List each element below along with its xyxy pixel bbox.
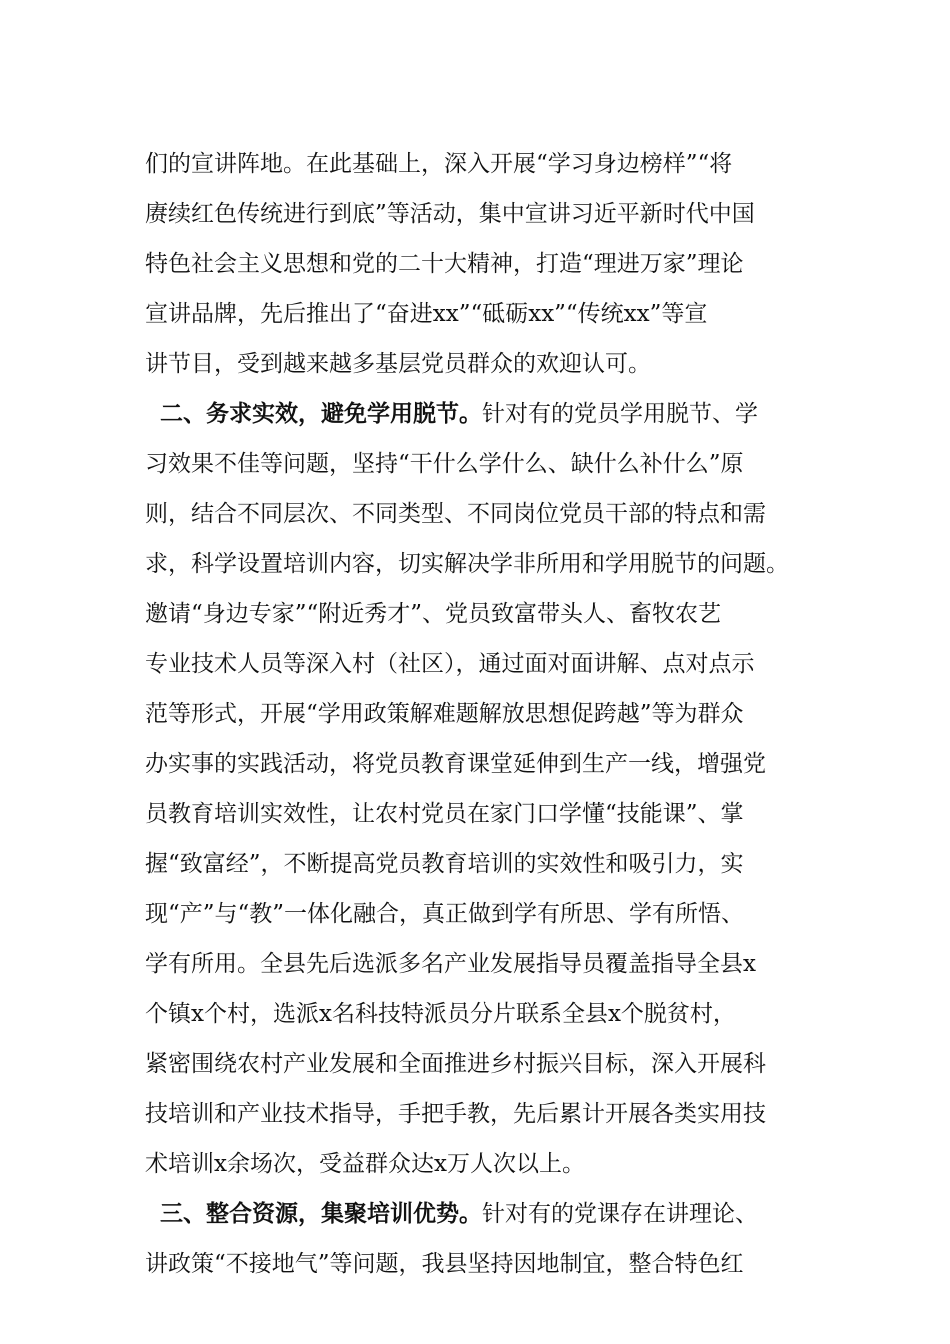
text-line: 讲节目，受到越来越多基层党员群众的欢迎认可。	[145, 351, 651, 377]
section-2-heading: 二、务求实效，避免学用脱节。	[160, 401, 482, 427]
text-line: 办实事的实践活动，将党员教育课堂延伸到生产一线，增强党	[145, 751, 766, 777]
text-line: 范等形式，开展“学用政策解难题解放思想促跨越”等为群众	[145, 701, 744, 727]
text-line: 术培训x余场次，受益群众达x万人次以上。	[145, 1151, 585, 1177]
text-line: 握“致富经”，不断提高党员教育培训的实效性和吸引力，实	[145, 851, 744, 877]
text-line: 赓续红色传统进行到底”等活动，集中宣讲习近平新时代中国	[145, 201, 755, 227]
section-3-text: 针对有的党课存在讲理论、	[482, 1201, 758, 1227]
text-line: 求，科学设置培训内容，切实解决学非所用和学用脱节的问题。	[145, 551, 789, 577]
text-line: 邀请“身边专家”“附近秀才”、党员致富带头人、畜牧农艺	[145, 601, 722, 627]
section-3-heading: 三、整合资源，集聚培训优势。	[160, 1201, 482, 1227]
text-line: 则，结合不同层次、不同类型、不同岗位党员干部的特点和需	[145, 501, 766, 527]
text-line: 宣讲品牌，先后推出了“奋进xx”“砥砺xx”“传统xx”等宣	[145, 301, 708, 327]
section-2-paragraph-start	[160, 394, 758, 434]
text-line: 技培训和产业技术指导，手把手教，先后累计开展各类实用技	[145, 1101, 766, 1127]
text-line: 特色社会主义思想和党的二十大精神，打造“理进万家”理论	[145, 251, 744, 277]
text-line: 学有所用。全县先后选派多名产业发展指导员覆盖指导全县x	[145, 951, 756, 977]
text-line: 专业技术人员等深入村（社区），通过面对面讲解、点对点示	[145, 651, 755, 677]
text-line: 员教育培训实效性，让农村党员在家门口学懂“技能课”、掌	[145, 801, 744, 827]
text-line: 现“产”与“教”一体化融合，真正做到学有所思、学有所悟、	[145, 901, 745, 927]
text-line: 紧密围绕农村产业发展和全面推进乡村振兴目标，深入开展科	[145, 1051, 766, 1077]
text-line: 们的宣讲阵地。在此基础上，深入开展“学习身边榜样”“将	[145, 151, 733, 177]
section-2-text: 针对有的党员学用脱节、学	[482, 401, 758, 427]
text-line: 讲政策“不接地气”等问题，我县坚持因地制宜，整合特色红	[145, 1251, 744, 1277]
text-line: 个镇x个村，选派x名科技特派员分片联系全县x个脱贫村，	[145, 1001, 736, 1027]
section-3-paragraph-start	[160, 1194, 758, 1234]
text-line: 习效果不佳等问题，坚持“干什么学什么、缺什么补什么”原	[145, 451, 744, 477]
